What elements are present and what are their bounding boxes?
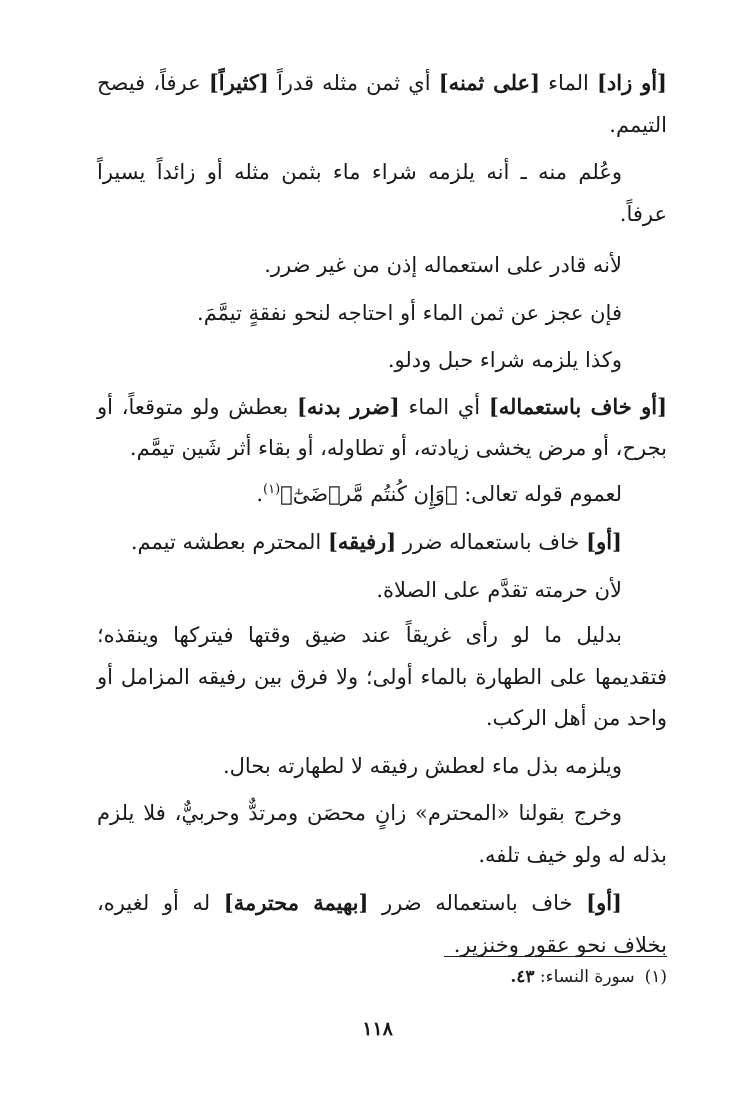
- paragraph: [97, 340, 667, 382]
- text-run: له أو لغيره، بخلاف نحو عقور وخنزير.: [97, 891, 667, 957]
- text-run: فإن عجز عن ثمن الماء أو احتاجه لنحو نفقةٍ تيمَّمَ.: [197, 300, 622, 325]
- text-run: بعطش ولو متوقعاً، أو بجرح، أو مرض يخشى زيادته، أو تطاوله، أو بقاء أثر شَين تيمَّم.: [97, 394, 667, 460]
- paragraph: [97, 245, 667, 287]
- paragraph: [97, 152, 667, 235]
- footnote-number: (١): [644, 967, 667, 987]
- matn-bracket-text: [أو خاف باستعماله]: [488, 393, 668, 419]
- paragraph: [97, 793, 667, 876]
- text-run: لأنه قادر على استعماله إذن من غير ضرر.: [264, 253, 622, 277]
- text-run: وعُلم منه ـ أنه يلزمه شراء ماء بثمن مثله أو زائداً يسيراً عرفاً.: [97, 160, 667, 226]
- matn-bracket-text: [رفيقه]: [327, 529, 397, 554]
- text-run: المحترم بعطشه تيمم.: [130, 530, 328, 554]
- paragraph: [97, 746, 667, 788]
- text-run: بدليل ما لو رأى غريقاً عند ضيق وقتها فيتركها وينقذه؛ فتقديمها على الطهارة بالماء أولى؛ ولا فرق بين رفيقه المزامل أو واحد من أهل الركب.: [97, 623, 667, 730]
- quran-verse: ﴿وَإِن كُنتُم مَّرۡضَىٰٓ﴾: [280, 481, 458, 506]
- matn-bracket-text: [بهيمة محترمة]: [223, 890, 369, 915]
- matn-bracket-text: [أو]: [586, 529, 622, 554]
- matn-bracket-text: [كثيراً]: [208, 70, 269, 95]
- paragraph: [97, 474, 667, 516]
- paragraph: [97, 62, 667, 146]
- text-run: لعموم قوله تعالى:: [457, 481, 622, 506]
- main-text: [97, 62, 667, 966]
- paragraph: [97, 882, 667, 966]
- paragraph: [97, 521, 667, 564]
- footnote: [300, 962, 667, 992]
- text-run: وخرج بقولنا «المحترم» زانٍ محصَن ومرتدٌّ وحربيٌّ، فلا يلزم بذله له ولو خيف تلفه.: [97, 801, 667, 867]
- text-run: خاف باستعماله ضرر: [396, 530, 587, 554]
- text-run: أي الماء: [399, 394, 489, 419]
- text-run: أي ثمن مثله قدراً: [268, 71, 439, 95]
- text-run: .: [256, 481, 264, 506]
- text-run: الماء: [540, 71, 597, 95]
- matn-bracket-text: [أو]: [586, 890, 622, 915]
- page-number: ١١٨: [362, 1018, 393, 1040]
- matn-bracket-text: [ضرر بدنه]: [296, 393, 400, 419]
- text-run: وكذا يلزمه شراء حبل ودلو.: [387, 348, 622, 372]
- footnote-separator: [444, 956, 667, 957]
- text-run: ويلزمه بذل ماء لعطش رفيقه لا لطهارته بحال.: [223, 753, 622, 778]
- paragraph: [97, 615, 667, 740]
- footnote-text: سورة النساء:: [534, 967, 635, 987]
- text-run: عرفاً، فيصح التيمم.: [97, 71, 667, 137]
- paragraph: [97, 386, 667, 470]
- paragraph: [97, 293, 667, 335]
- matn-bracket-text: [على ثمنه]: [438, 70, 540, 95]
- text-run: خاف باستعماله ضرر: [368, 891, 587, 915]
- text-run: لأن حرمته تقدَّم على الصلاة.: [376, 577, 622, 602]
- matn-bracket-text: [أو زاد]: [597, 70, 667, 95]
- footnote-reference: ٤٣.: [510, 967, 535, 987]
- footnote-marker: (١): [263, 481, 281, 497]
- paragraph: [97, 570, 667, 612]
